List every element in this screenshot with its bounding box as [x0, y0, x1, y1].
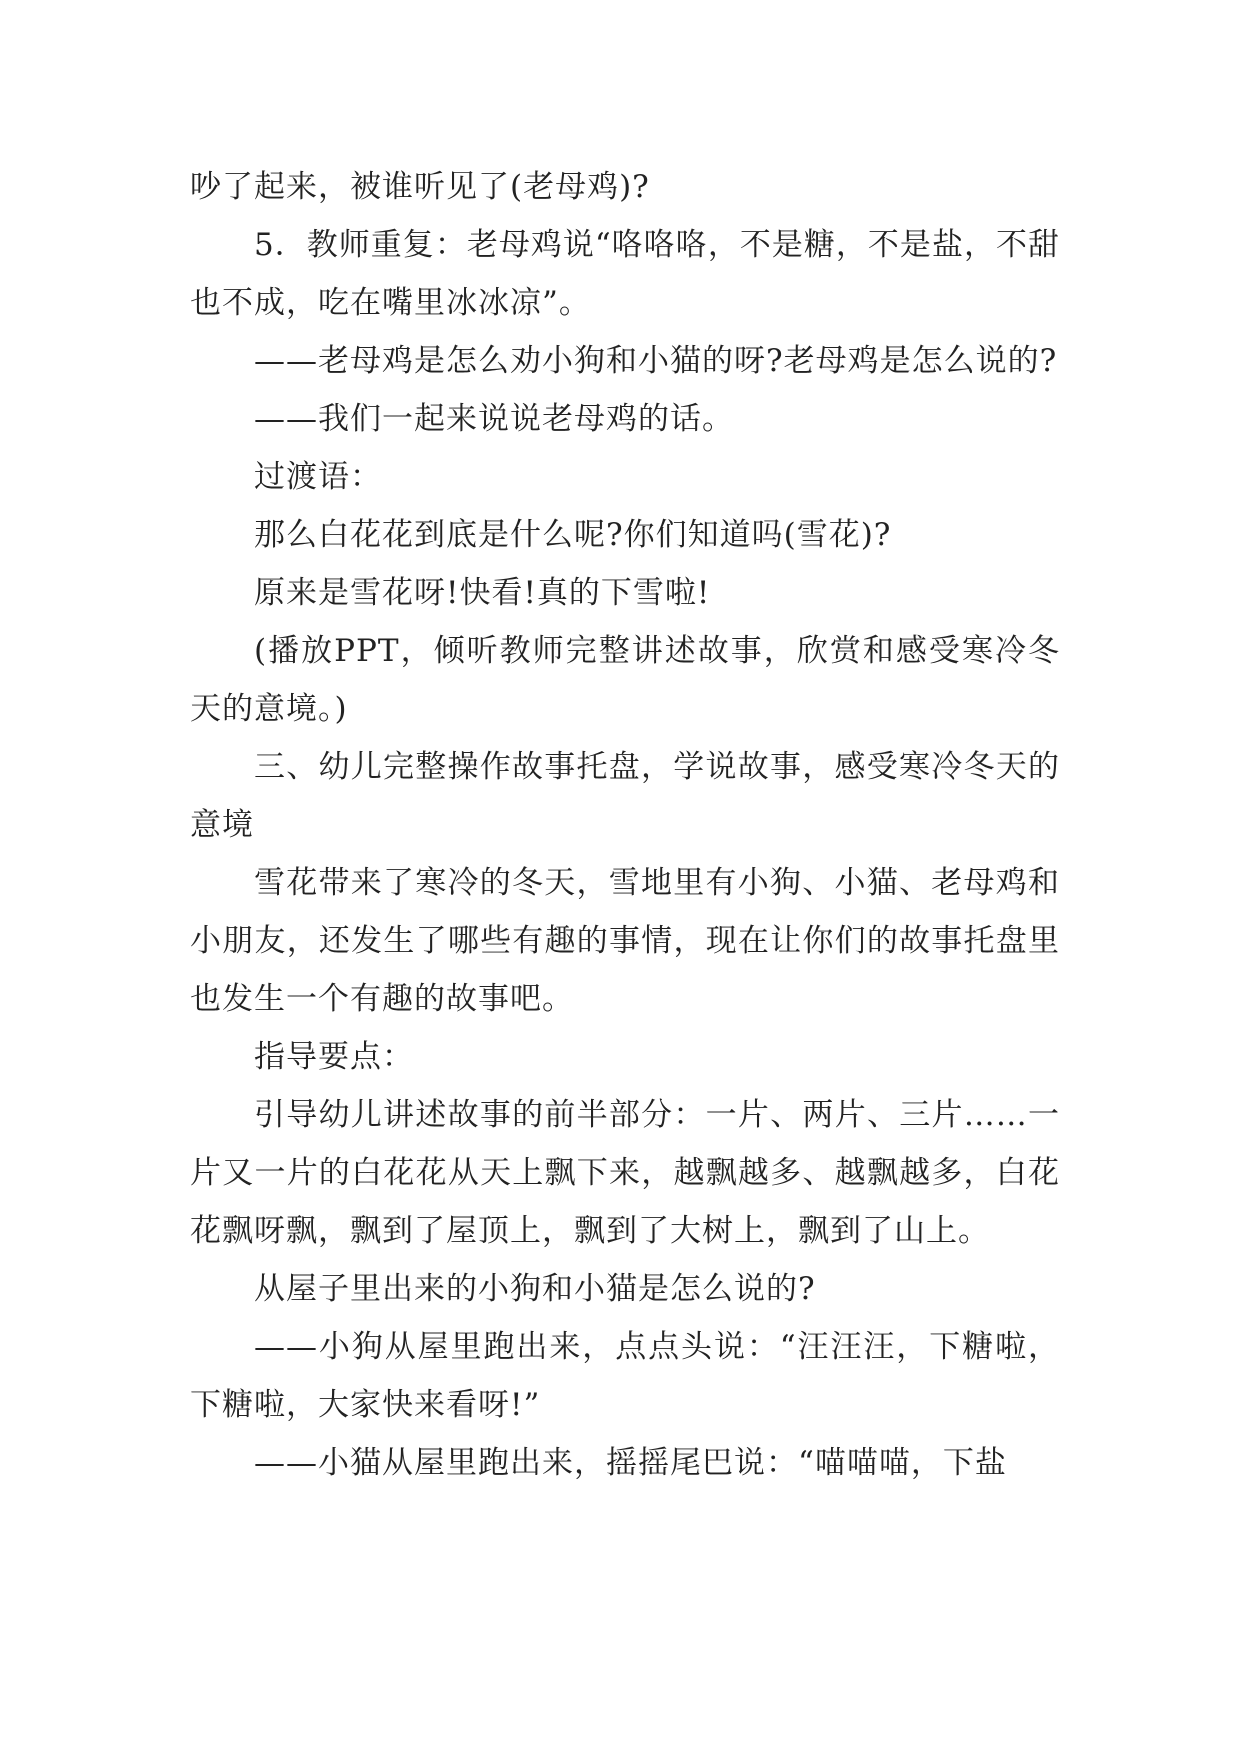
paragraph-1: 吵了起来，被谁听见了(老母鸡)? — [190, 169, 650, 205]
paragraph-10: 雪花带来了寒冷的冬天，雪地里有小狗、小猫、老母鸡和小朋友，还发生了哪些有趣的事情，现在让你们的故事托盘里也发生一个有趣的故事吧。 — [190, 865, 1060, 1017]
paragraph-6: 那么白花花到底是什么呢?你们知道吗(雪花)? — [254, 517, 892, 553]
paragraph-11: 指导要点： — [254, 1039, 414, 1075]
paragraph-7: 原来是雪花呀!快看!真的下雪啦! — [254, 575, 711, 611]
paragraph-14: ——小狗从屋里跑出来，点点头说：“汪汪汪，下糖啦，下糖啦，大家快来看呀!” — [190, 1329, 1060, 1423]
paragraph-8: (播放PPT，倾听教师完整讲述故事，欣赏和感受寒冷冬天的意境。) — [190, 633, 1060, 727]
paragraph-12: 引导幼儿讲述故事的前半部分：一片、两片、三片……一片又一片的白花花从天上飘下来，越飘越多、越飘越多，白花花飘呀飘，飘到了屋顶上，飘到了大树上，飘到了山上。 — [190, 1097, 1060, 1249]
document-body — [190, 158, 1060, 1492]
paragraph-3: ——老母鸡是怎么劝小狗和小猫的呀?老母鸡是怎么说的? — [254, 343, 1058, 379]
paragraph-9: 三、幼儿完整操作故事托盘，学说故事，感受寒冷冬天的意境 — [190, 749, 1060, 843]
paragraph-2: 5．教师重复：老母鸡说“咯咯咯，不是糖，不是盐，不甜也不成，吃在嘴里冰冰凉”。 — [190, 227, 1060, 321]
paragraph-4: ——我们一起来说说老母鸡的话。 — [254, 401, 734, 437]
paragraph-13: 从屋子里出来的小狗和小猫是怎么说的? — [254, 1271, 816, 1307]
paragraph-15: ——小猫从屋里跑出来，摇摇尾巴说：“喵喵喵，下盐 — [254, 1445, 1007, 1481]
paragraph-5: 过渡语： — [254, 459, 382, 495]
